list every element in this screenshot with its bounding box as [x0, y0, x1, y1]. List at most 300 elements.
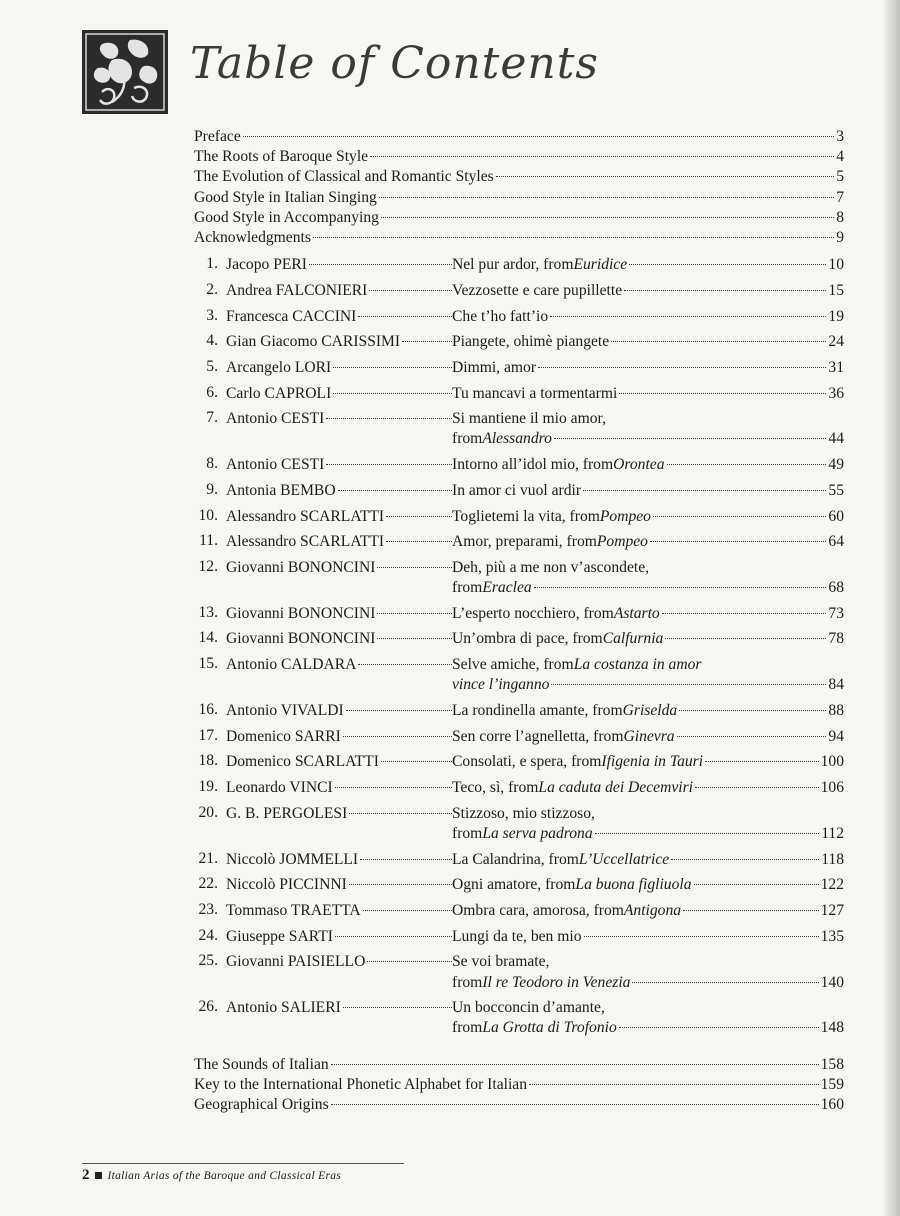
page-number: 73: [828, 604, 844, 622]
title-line: [452, 850, 844, 870]
title-text: Pompeo: [596, 533, 648, 551]
entry-number: 4.: [206, 332, 218, 350]
aria-title: [452, 655, 844, 695]
aria-title: [452, 927, 844, 947]
page-footer: [82, 1163, 404, 1184]
title-text: Ombra cara, amorosa, from: [452, 902, 624, 919]
entry-number: 9.: [206, 480, 218, 498]
page-number: 31: [828, 358, 844, 376]
dot-leader: [333, 367, 452, 368]
composer-cell: [226, 384, 452, 404]
page-number: 55: [828, 481, 844, 499]
entry-number: 17.: [198, 726, 218, 744]
entry-number: 15.: [198, 655, 218, 673]
title-line: [452, 824, 844, 844]
title-line: [452, 901, 844, 921]
dot-leader: [619, 393, 826, 394]
composer-name: Antonio CALDARA: [226, 656, 357, 674]
title-text: Ogni amatore, from: [452, 876, 576, 894]
page-number: 112: [821, 824, 844, 842]
dot-leader: [349, 813, 452, 814]
composer-name: G. B. PERGOLESI: [226, 804, 348, 822]
entry-label: The Roots of Baroque Style: [194, 148, 369, 166]
title-text: Selve amiche, from: [452, 656, 574, 674]
composer-name: Carlo CAPROLI: [226, 384, 332, 402]
aria-title: [452, 307, 844, 327]
dot-leader: [534, 587, 827, 588]
composer-name: Alessandro SCARLATTI: [226, 507, 385, 525]
title-line: [452, 875, 844, 895]
aria-title: [452, 409, 844, 449]
aria-title: [452, 255, 844, 275]
title-text: Amor, preparami, from: [452, 533, 597, 551]
dot-leader: [386, 516, 452, 517]
entry-number: 16.: [198, 701, 218, 718]
aria-title: [452, 558, 844, 598]
dot-leader: [611, 341, 826, 342]
title-line: [452, 998, 844, 1018]
title-line: [452, 558, 844, 578]
title-text: Sen corre l’agnelletta, from: [452, 727, 624, 745]
title-text: La buona figliuola: [575, 876, 692, 894]
entry-number: 2.: [206, 280, 218, 298]
dot-leader: [679, 710, 826, 711]
composer-cell: [226, 901, 452, 921]
entry-label: Good Style in Accompanying: [194, 208, 379, 226]
title-text: Calfurnia: [602, 630, 664, 648]
toc-row: [194, 167, 844, 187]
dot-leader: [326, 418, 452, 419]
dot-leader: [370, 156, 834, 157]
dot-leader: [381, 761, 452, 762]
title-text: from: [452, 579, 483, 597]
dot-leader: [683, 910, 819, 911]
dot-leader: [650, 541, 826, 542]
aria-entry: [194, 409, 844, 449]
title-text: L’Uccellatrice: [578, 850, 670, 868]
title-line: [452, 752, 844, 772]
toc-row: [194, 147, 844, 167]
title-text: Lungi da te, ben mio: [452, 927, 582, 945]
entry-number: 1.: [206, 255, 218, 273]
entry-number: 13.: [198, 603, 218, 621]
title-text: Pompeo: [599, 507, 651, 525]
page-title: Table of Contents: [190, 38, 600, 89]
page-number: 7: [836, 188, 844, 206]
title-line: [452, 629, 844, 649]
page-number: 100: [820, 753, 844, 771]
dot-leader: [369, 290, 452, 291]
aria-entry: [194, 332, 844, 352]
composer-cell: [226, 455, 452, 475]
aria-entry: [194, 481, 844, 501]
composer-cell: [226, 655, 452, 675]
title-text: La Calandrina, from: [452, 850, 579, 868]
aria-entry: [194, 384, 844, 404]
aria-entry: [194, 255, 844, 275]
title-line: [452, 332, 844, 352]
composer-name: Arcangelo LORI: [226, 358, 332, 376]
page-number: 9: [836, 228, 844, 246]
title-line: [452, 481, 844, 501]
entry-number: 3.: [206, 306, 218, 324]
page-number: 127: [820, 902, 844, 919]
title-text: Se voi bramate,: [452, 953, 550, 971]
dot-leader: [671, 859, 819, 860]
page-number: 159: [820, 1075, 844, 1093]
dot-leader: [360, 859, 452, 860]
title-text: Che t’ho fatt’io: [452, 307, 549, 325]
title-text: vince l’inganno: [452, 676, 550, 694]
aria-entry: [194, 701, 844, 721]
title-line: [452, 307, 844, 327]
aria-entry: [194, 532, 844, 552]
entry-number: 8.: [206, 455, 218, 473]
dot-leader: [331, 1104, 819, 1105]
dot-leader: [653, 516, 826, 517]
page-number: 68: [828, 579, 844, 597]
dot-leader: [367, 961, 452, 962]
title-line: [452, 507, 844, 527]
aria-title: [452, 604, 844, 624]
page-number: 148: [820, 1019, 844, 1037]
title-text: Intorno all’idol mio, from: [452, 456, 614, 474]
dot-leader: [343, 1007, 452, 1008]
dot-leader: [694, 884, 819, 885]
dot-leader: [381, 217, 834, 218]
aria-title: [452, 455, 844, 475]
composer-cell: [226, 778, 452, 798]
aria-title: [452, 901, 844, 921]
title-text: from: [452, 973, 483, 991]
aria-title: [452, 281, 844, 301]
dot-leader: [335, 787, 452, 788]
square-bullet-icon: [95, 1172, 102, 1179]
dot-leader: [632, 982, 818, 983]
entry-number: 24.: [198, 926, 218, 944]
entry-label: Acknowledgments: [194, 228, 311, 246]
title-text: La serva padrona: [482, 824, 593, 842]
title-line: [452, 429, 844, 449]
entry-label: Geographical Origins: [194, 1096, 329, 1113]
title-text: L’esperto nocchiero, from: [452, 604, 614, 622]
dot-leader: [243, 136, 834, 137]
title-text: from: [452, 430, 483, 448]
dot-leader: [379, 197, 834, 198]
entry-number: 12.: [198, 557, 218, 575]
composer-cell: [226, 998, 452, 1018]
page-number: 118: [821, 850, 844, 868]
title-text: Stizzoso, mio stizzoso,: [452, 804, 595, 822]
dot-leader: [584, 936, 819, 937]
title-line: [452, 778, 844, 798]
dot-leader: [550, 316, 826, 317]
dot-leader: [358, 316, 452, 317]
title-text: Nel pur ardor, from: [452, 256, 574, 274]
dot-leader: [662, 613, 827, 614]
aria-entry: [194, 901, 844, 921]
entry-number: 22.: [198, 875, 218, 893]
composer-cell: [226, 409, 452, 429]
footer-book-title: Italian Arias of the Baroque and Classical Eras: [107, 1169, 342, 1182]
dot-leader: [629, 264, 826, 265]
table-of-contents: [194, 127, 844, 1115]
composer-cell: [226, 952, 452, 972]
dot-leader: [583, 490, 826, 491]
dot-leader: [349, 884, 452, 885]
entry-number: 11.: [199, 532, 218, 550]
aria-entry: [194, 558, 844, 598]
composer-cell: [226, 481, 452, 501]
title-line: [452, 804, 844, 824]
dot-leader: [667, 464, 827, 465]
composer-name: Antonio VIVALDI: [226, 702, 344, 719]
page-number: 78: [828, 630, 844, 648]
aria-title: [452, 481, 844, 501]
page-number: 106: [820, 779, 844, 797]
aria-entry: [194, 752, 844, 772]
aria-title: [452, 952, 844, 992]
dot-leader: [705, 761, 819, 762]
aria-entry: [194, 307, 844, 327]
entry-number: 25.: [198, 952, 218, 970]
title-text: from: [452, 824, 483, 842]
page-number: 84: [828, 676, 844, 694]
dot-leader: [619, 1027, 819, 1028]
toc-row: [194, 127, 844, 147]
dot-leader: [538, 367, 826, 368]
entry-number: 23.: [198, 901, 218, 918]
aria-title: [452, 778, 844, 798]
title-line: [452, 578, 844, 598]
dot-leader: [377, 567, 452, 568]
dot-leader: [326, 464, 452, 465]
back-matter: [194, 1055, 844, 1116]
title-line: [452, 655, 844, 675]
page-number: 4: [836, 148, 844, 166]
entry-number: 26.: [198, 998, 218, 1016]
composer-name: Jacopo PERI: [226, 256, 307, 274]
dot-leader: [338, 490, 452, 491]
page-number: 160: [820, 1096, 844, 1113]
dot-leader: [624, 290, 826, 291]
entry-number: 21.: [198, 849, 218, 867]
composer-cell: [226, 752, 452, 772]
dot-leader: [554, 438, 827, 439]
aria-title: [452, 629, 844, 649]
dot-leader: [335, 936, 452, 937]
aria-title: [452, 875, 844, 895]
composer-name: Antonio CESTI: [226, 410, 325, 428]
aria-title: [452, 998, 844, 1038]
title-text: La Grotta di Trofonio: [482, 1019, 617, 1037]
title-line: [452, 409, 844, 429]
aria-entry: [194, 507, 844, 527]
footer-page-number: 2: [82, 1167, 90, 1183]
dot-leader: [377, 613, 452, 614]
composer-name: Niccolò JOMMELLI: [226, 850, 359, 868]
dot-leader: [346, 710, 452, 711]
composer-name: Giuseppe SARTI: [226, 927, 333, 945]
aria-title: [452, 358, 844, 378]
toc-row: [194, 1075, 844, 1095]
leaf-ornament-icon: [82, 30, 168, 114]
aria-title: [452, 507, 844, 527]
toc-row: [194, 228, 844, 248]
entry-number: 7.: [206, 409, 218, 427]
entry-label: Preface: [194, 128, 241, 145]
composer-cell: [226, 255, 452, 275]
title-line: [452, 927, 844, 947]
title-line: [452, 532, 844, 552]
aria-title: [452, 752, 844, 772]
aria-entry: [194, 281, 844, 301]
page-number: 88: [828, 702, 844, 719]
aria-entry: [194, 850, 844, 870]
composer-name: Giovanni BONONCINI: [226, 604, 376, 622]
composer-cell: [226, 629, 452, 649]
toc-row: [194, 208, 844, 228]
page-number: 3: [836, 128, 844, 145]
composer-cell: [226, 927, 452, 947]
dot-leader: [363, 910, 452, 911]
composer-cell: [226, 358, 452, 378]
page-number: 15: [828, 281, 844, 299]
title-text: Il re Teodoro in Venezia: [482, 973, 631, 991]
page-number: 135: [820, 927, 844, 945]
title-text: Antigona: [623, 902, 682, 919]
composer-cell: [226, 701, 452, 721]
title-text: Toglietemi la vita, from: [452, 507, 600, 525]
title-text: Ifigenia in Tauri: [601, 753, 704, 771]
title-line: [452, 1018, 844, 1038]
dot-leader: [496, 176, 835, 177]
title-text: Astarto: [613, 604, 660, 622]
title-text: La rondinella amante, from: [452, 702, 623, 719]
composer-cell: [226, 875, 452, 895]
title-line: [452, 675, 844, 695]
title-text: Un bocconcin d’amante,: [452, 999, 605, 1017]
composer-cell: [226, 281, 452, 301]
dot-leader: [333, 393, 452, 394]
title-text: Alessandro: [482, 430, 552, 448]
page-number: 8: [836, 208, 844, 226]
title-line: [452, 952, 844, 972]
page-number: 94: [828, 727, 844, 745]
title-line: [452, 255, 844, 275]
dot-leader: [665, 638, 826, 639]
title-line: [452, 727, 844, 747]
page-number: 49: [828, 456, 844, 474]
title-text: Consolati, e spera, from: [452, 753, 602, 771]
title-line: [452, 973, 844, 993]
page-number: 64: [828, 533, 844, 551]
dot-leader: [529, 1084, 819, 1085]
toc-row: [194, 1095, 844, 1115]
composer-cell: [226, 332, 452, 352]
title-text: Piangete, ohimè piangete: [452, 333, 610, 351]
entry-label: Key to the International Phonetic Alphabet for Italian: [194, 1075, 527, 1093]
title-line: [452, 384, 844, 404]
entry-number: 14.: [198, 629, 218, 647]
page-number: 122: [820, 876, 844, 894]
composer-name: Giovanni PAISIELLO: [226, 953, 366, 971]
aria-entry: [194, 604, 844, 624]
composer-name: Giovanni BONONCINI: [226, 630, 376, 648]
title-text: Ginevra: [623, 727, 675, 745]
page-number: 158: [820, 1055, 844, 1073]
composer-name: Niccolò PICCINNI: [226, 876, 347, 894]
composer-name: Alessandro SCARLATTI: [226, 533, 385, 551]
entry-label: Good Style in Italian Singing: [194, 188, 377, 206]
composer-name: Antonio CESTI: [226, 456, 325, 474]
composer-name: Tommaso TRAETTA: [226, 902, 361, 919]
aria-title: [452, 384, 844, 404]
composer-name: Domenico SARRI: [226, 727, 341, 745]
page-edge-shadow: [882, 0, 900, 1216]
dot-leader: [343, 736, 452, 737]
composer-name: Francesca CACCINI: [226, 307, 357, 325]
composer-cell: [226, 307, 452, 327]
dot-leader: [677, 736, 827, 737]
title-text: La costanza in amor: [573, 656, 702, 674]
aria-entry: [194, 998, 844, 1038]
entry-number: 6.: [206, 383, 218, 401]
dot-leader: [309, 264, 452, 265]
page-number: 19: [828, 307, 844, 325]
title-text: Un’ombra di pace, from: [452, 630, 603, 648]
aria-title: [452, 850, 844, 870]
aria-entry: [194, 358, 844, 378]
entry-number: 19.: [198, 778, 218, 796]
page-number: 5: [836, 168, 844, 186]
title-line: [452, 604, 844, 624]
dot-leader: [358, 664, 452, 665]
composer-cell: [226, 850, 452, 870]
title-text: La caduta dei Decemviri: [538, 779, 693, 797]
aria-title: [452, 332, 844, 352]
page-number: 36: [828, 384, 844, 402]
aria-entry: [194, 804, 844, 844]
composer-cell: [226, 804, 452, 824]
aria-entry: [194, 952, 844, 992]
composer-name: Leonardo VINCI: [226, 779, 333, 797]
aria-title: [452, 701, 844, 721]
page-number: 140: [820, 973, 844, 991]
entry-number: 20.: [198, 803, 218, 821]
title-text: Eraclea: [482, 579, 532, 597]
composer-cell: [226, 604, 452, 624]
title-text: Tu mancavi a tormentarmi: [452, 384, 618, 402]
composer-cell: [226, 558, 452, 578]
entry-number: 10.: [198, 506, 218, 524]
title-text: from: [452, 1019, 483, 1037]
dot-leader: [695, 787, 819, 788]
title-line: [452, 358, 844, 378]
dot-leader: [331, 1064, 819, 1065]
title-text: Orontea: [613, 456, 665, 474]
title-line: [452, 701, 844, 721]
title-text: Si mantiene il mio amor,: [452, 410, 606, 428]
composer-cell: [226, 507, 452, 527]
toc-row: [194, 188, 844, 208]
title-line: [452, 455, 844, 475]
composer-name: Giovanni BONONCINI: [226, 558, 376, 576]
aria-entry: [194, 629, 844, 649]
title-text: Euridice: [573, 256, 628, 274]
composer-name: Gian Giacomo CARISSIMI: [226, 333, 401, 351]
aria-entry: [194, 875, 844, 895]
